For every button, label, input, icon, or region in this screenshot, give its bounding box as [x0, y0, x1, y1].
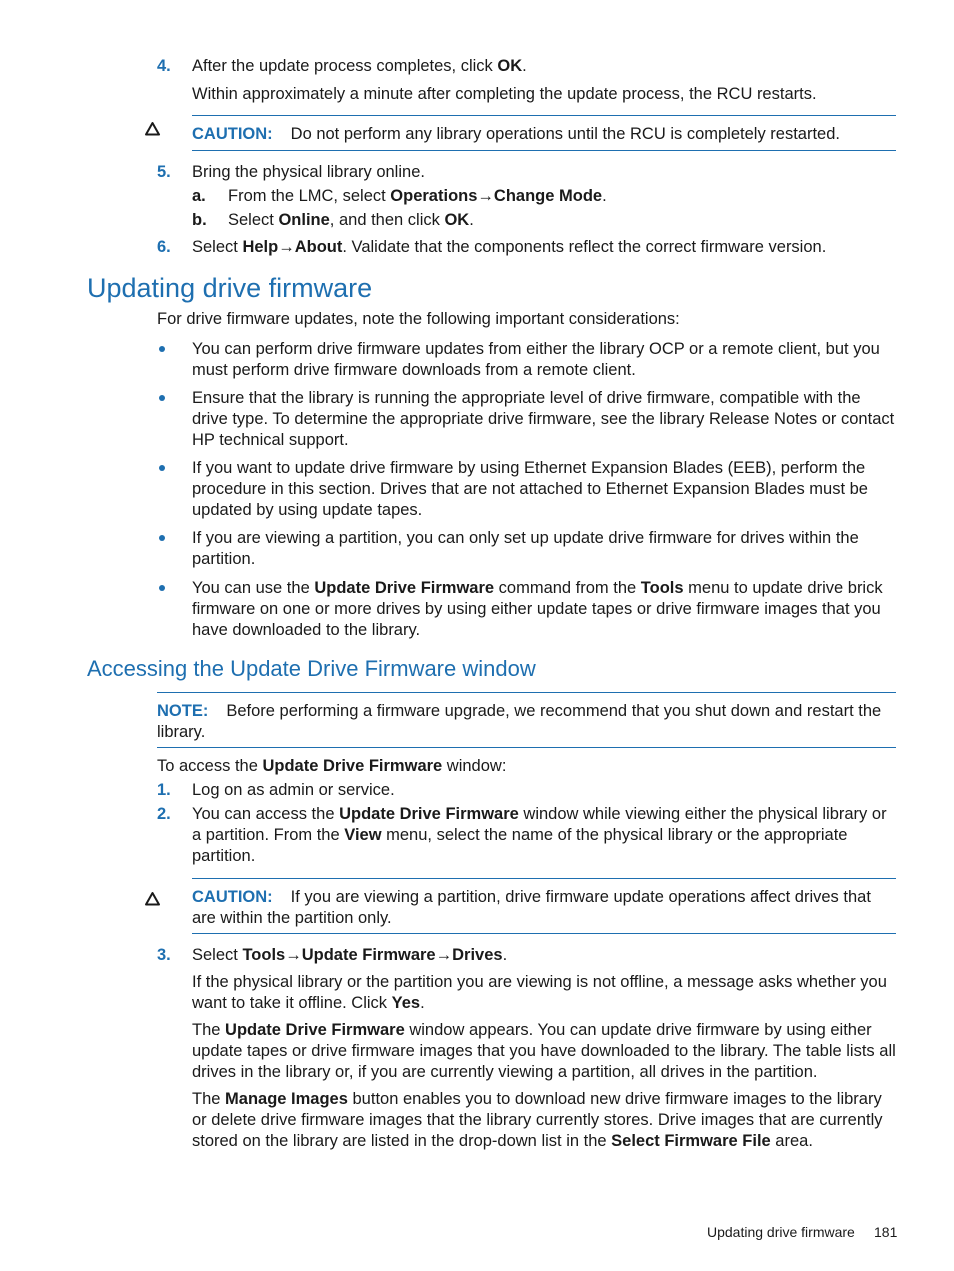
- bullet-text: If you are viewing a partition, you can only set up update drive firmware for drives within the partition.: [192, 529, 859, 568]
- caution-label: CAUTION:: [192, 888, 273, 906]
- substep-letter: b.: [192, 211, 207, 229]
- substep-letter: a.: [192, 187, 206, 205]
- step-paragraph: If the physical library or the partition you are viewing is not offline, a message asks whether you want to take it offline. Click Yes.: [192, 973, 887, 1012]
- bullet-dot: [159, 585, 165, 591]
- bullet-dot: [159, 346, 165, 352]
- step-number: 4.: [157, 57, 171, 75]
- step-text: Select Help→About. Validate that the components reflect the correct firmware version.: [192, 238, 827, 256]
- step-text: Bring the physical library online.: [192, 163, 425, 181]
- bullet-text: If you want to update drive firmware by using Ethernet Expansion Blades (EEB), perform the procedure in this section. Drives that are not attached to Ethernet Expansion Blades must be updated by using update tapes.: [192, 459, 868, 519]
- page-number: 181: [874, 1224, 898, 1240]
- step-text: You can access the Update Drive Firmware window while viewing either the physical library or a partition. From the View menu, select the name of the physical library or the appropriate partition.: [192, 805, 887, 865]
- step-paragraph: The Manage Images button enables you to download new drive firmware images to the library or delete drive firmware images that the library currently stores. Drive images that are currently stored on the library are listed in the drop-down list in the Select Firmware File area.: [192, 1090, 883, 1150]
- bullet-text: You can perform drive firmware updates from either the library OCP or a remote client, but you must perform drive firmware downloads from a remote client.: [192, 340, 880, 379]
- step-text: Select Tools→Update Firmware→Drives.: [192, 946, 508, 964]
- caution-icon: [144, 121, 161, 136]
- step-text: After the update process completes, click OK.: [192, 57, 527, 75]
- caution-label: CAUTION:: [192, 125, 273, 143]
- bullet-dot: [159, 535, 165, 541]
- caution-box: CAUTION: If you are viewing a partition, drive firmware update operations affect drives that are within the partition only.: [192, 888, 871, 927]
- step-number: 6.: [157, 238, 171, 256]
- substep-text: From the LMC, select Operations→Change Mode.: [228, 187, 607, 205]
- bullet-dot: [159, 395, 165, 401]
- note-rule-top: [157, 692, 896, 693]
- substep-text: Select Online, and then click OK.: [228, 211, 474, 229]
- step-number: 3.: [157, 946, 171, 964]
- section-title: Updating drive firmware: [87, 273, 373, 303]
- ok-term: OK: [497, 57, 523, 75]
- caution-rule-top: [192, 115, 896, 116]
- intro-text: For drive firmware updates, note the following important considerations:: [157, 310, 680, 328]
- caution-rule-bottom: [192, 933, 896, 934]
- bullet-text: You can use the Update Drive Firmware command from the Tools menu to update drive brick firmware on one or more drives by using either update tapes or drive firmware images that you have downloaded to the library.: [192, 579, 883, 639]
- bullet-dot: [159, 465, 165, 471]
- caution-box: CAUTION: Do not perform any library operations until the RCU is completely restarted.: [192, 125, 840, 143]
- note-rule-bottom: [157, 747, 896, 748]
- caution-rule-bottom: [192, 150, 896, 151]
- step-paragraph: The Update Drive Firmware window appears. You can update drive firmware by using either update tapes or drive firmware images that you have downloaded to the library. The table lists all drives in the library or, if you are currently viewing a partition, all drives in the partition.: [192, 1021, 896, 1081]
- bullet-text: Ensure that the library is running the appropriate level of drive firmware, compatible with the drive type. To determine the appropriate drive firmware, see the library Release Notes or contact HP technical support.: [192, 389, 895, 449]
- step-number: 1.: [157, 781, 171, 799]
- note-label: NOTE:: [157, 702, 209, 720]
- footer-title: Updating drive firmware: [707, 1224, 855, 1240]
- step-number: 5.: [157, 163, 171, 181]
- caution-icon: [144, 891, 161, 906]
- access-intro: To access the Update Drive Firmware window:: [157, 757, 507, 775]
- step-text: Log on as admin or service.: [192, 781, 395, 799]
- note-box: NOTE: Before performing a firmware upgrade, we recommend that you shut down and restart the library.: [157, 702, 882, 741]
- caution-rule-top: [192, 878, 896, 879]
- step-detail: Within approximately a minute after completing the update process, the RCU restarts.: [192, 85, 817, 103]
- step-number: 2.: [157, 805, 171, 823]
- subsection-title: Accessing the Update Drive Firmware window: [87, 656, 536, 681]
